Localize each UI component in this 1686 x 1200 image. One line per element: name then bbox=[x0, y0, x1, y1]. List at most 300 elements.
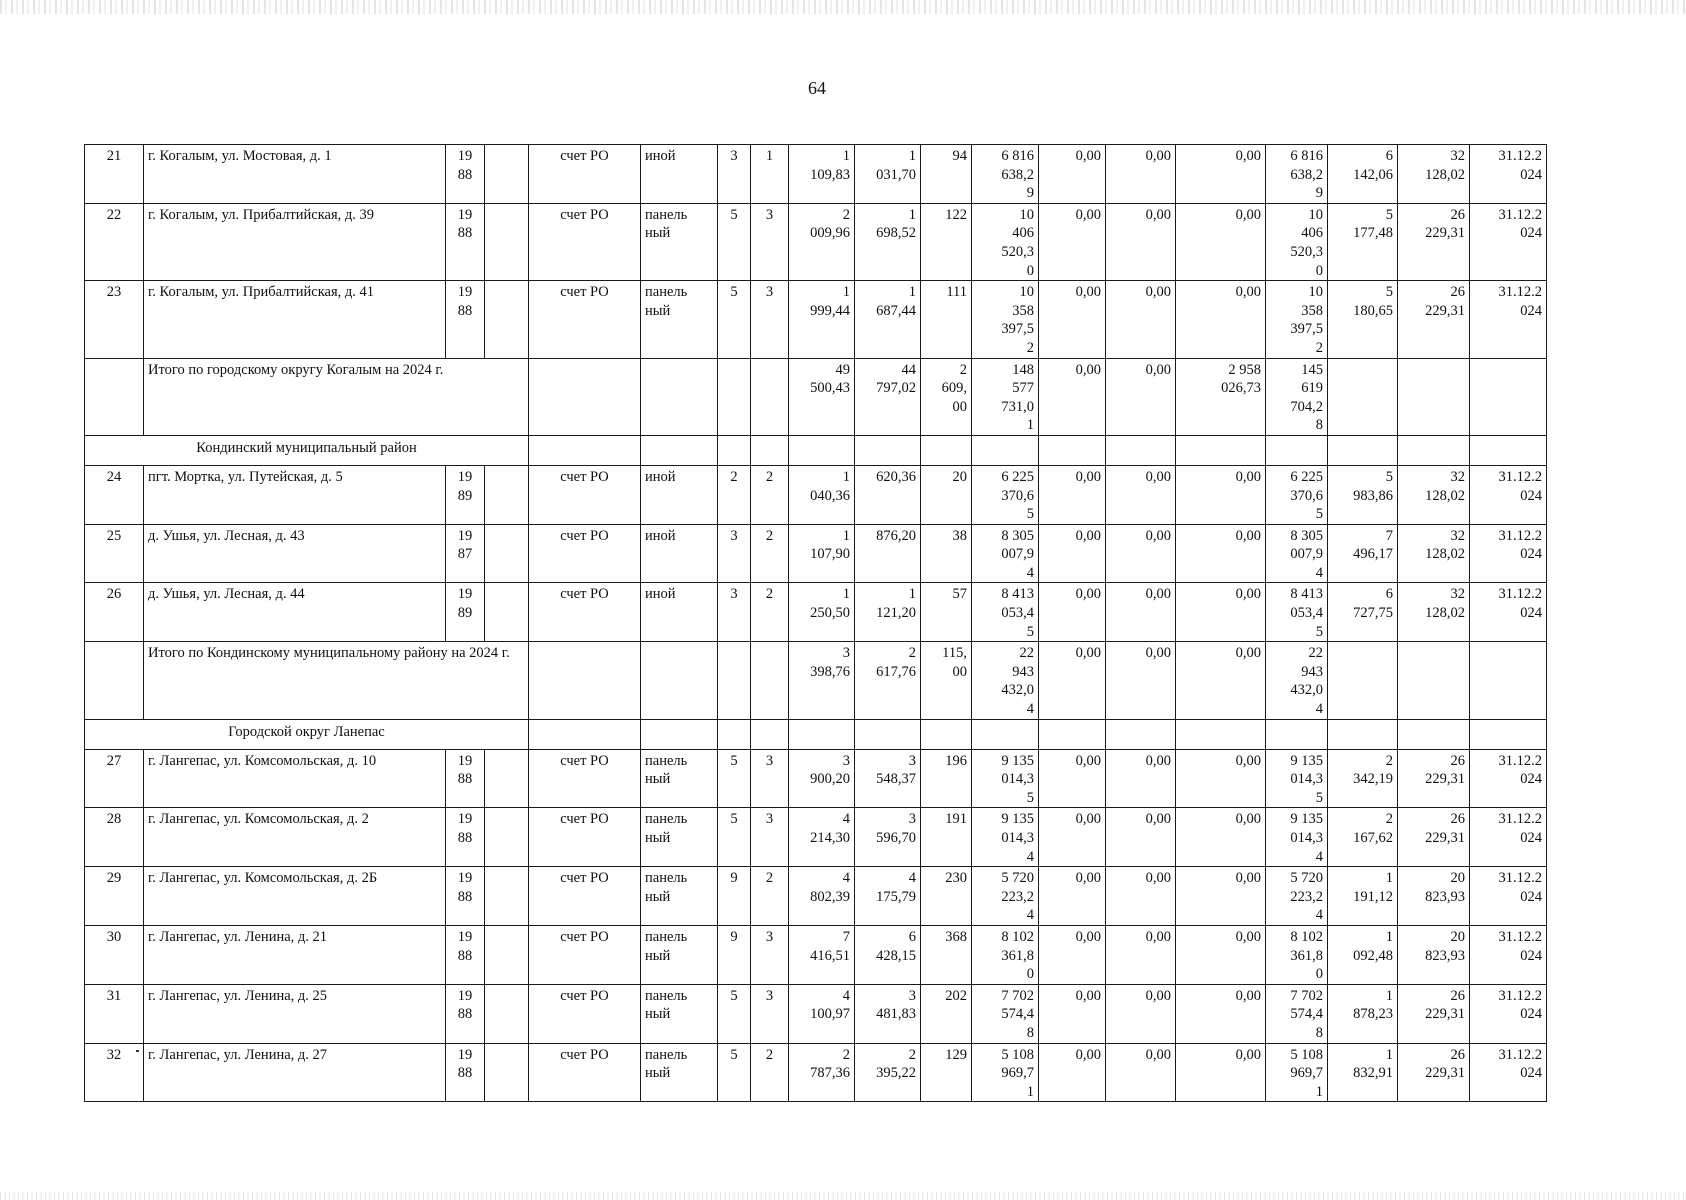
cost-owners-cell bbox=[1266, 281, 1328, 358]
cost-fund-cell bbox=[1039, 925, 1106, 984]
year-cell-line: 19 bbox=[457, 811, 473, 828]
cost-total-cell-line: 4 bbox=[1026, 848, 1034, 865]
cost-total-cell-line: 520,3 bbox=[1001, 243, 1034, 260]
address-cell-text: г. Лангепас, ул. Комсомольская, д. 10 bbox=[148, 752, 377, 769]
empty-cell bbox=[529, 642, 641, 719]
deadline-cell-line: 31.12.2 bbox=[1498, 148, 1542, 164]
residents-cell-text: 122 bbox=[945, 206, 967, 223]
year-cell-line: 88 bbox=[457, 1006, 473, 1023]
wall-material-cell bbox=[641, 524, 718, 583]
unit-cost-cell-line: 7 bbox=[1385, 527, 1393, 544]
cost-fund-cell-text: 0,00 bbox=[1075, 870, 1101, 887]
cost-owners-cell-line: 4 bbox=[1315, 701, 1323, 718]
cost-local-cell-text: 0,00 bbox=[1235, 284, 1261, 301]
empty-cell bbox=[485, 808, 529, 867]
cost-owners-cell-line: 638,2 bbox=[1290, 166, 1323, 183]
cost-okrug-cell-text: 0,00 bbox=[1145, 527, 1171, 544]
cost-total-cell bbox=[972, 1043, 1039, 1102]
limit-cost-cell-line: 229,31 bbox=[1425, 302, 1465, 319]
cost-fund-cell-text: 0,00 bbox=[1075, 284, 1101, 301]
cost-okrug-cell bbox=[1106, 583, 1176, 642]
area-living-cell-line: 596,70 bbox=[876, 830, 916, 846]
area-total-cell bbox=[789, 281, 855, 358]
area-living-cell-line: 031,70 bbox=[876, 166, 916, 183]
floors-cell bbox=[718, 1043, 751, 1102]
unit-cost-cell-line: 1 bbox=[1385, 870, 1393, 887]
year-cell bbox=[446, 145, 485, 204]
area-total-cell-line: 109,83 bbox=[810, 166, 850, 183]
cost-okrug-cell-text: 0,00 bbox=[1145, 811, 1171, 828]
cost-local-cell bbox=[1176, 749, 1266, 808]
row-number bbox=[85, 984, 144, 1043]
floors-cell bbox=[718, 925, 751, 984]
empty-cell bbox=[789, 435, 855, 465]
year-cell bbox=[446, 524, 485, 583]
entrances-cell bbox=[751, 867, 789, 926]
table-row bbox=[85, 145, 1547, 204]
cost-owners-cell-line: 520,3 bbox=[1290, 243, 1323, 260]
year-cell bbox=[446, 749, 485, 808]
cost-local-cell-text: 0,00 bbox=[1235, 811, 1261, 828]
deadline-cell bbox=[1470, 1043, 1547, 1102]
fund-cell bbox=[529, 465, 641, 524]
cost-owners-cell-line: 5 108 bbox=[1290, 1046, 1323, 1063]
deadline-cell-line: 024 bbox=[1520, 166, 1542, 183]
address-cell bbox=[144, 145, 446, 204]
cost-owners-cell-line: 6 225 bbox=[1290, 468, 1323, 485]
area-living-cell-line: 6 bbox=[908, 928, 916, 945]
cost-owners-cell-line: 432,0 bbox=[1290, 682, 1323, 699]
cost-total-cell bbox=[972, 583, 1039, 642]
floors-cell bbox=[718, 867, 751, 926]
cost-total-cell-line: 969,7 bbox=[1001, 1065, 1034, 1082]
year-cell-line: 88 bbox=[457, 166, 473, 183]
cost-owners-cell-line: 361,8 bbox=[1290, 947, 1323, 964]
deadline-cell-line: 31.12.2 bbox=[1498, 928, 1542, 945]
row-number bbox=[85, 749, 144, 808]
area-total-cell-line: 040,36 bbox=[810, 487, 850, 504]
empty-cell bbox=[641, 719, 718, 749]
floors-cell bbox=[718, 583, 751, 642]
wall-material-cell-text: панель ный bbox=[645, 987, 688, 1023]
entrances-cell-text: 3 bbox=[765, 811, 774, 828]
cost-local-cell-text: 0,00 bbox=[1235, 527, 1261, 544]
cost-fund-cell bbox=[1039, 281, 1106, 358]
address-cell-text: г. Когалым, ул. Мостовая, д. 1 bbox=[148, 148, 332, 164]
wall-material-cell bbox=[641, 583, 718, 642]
cost-okrug-cell-text: 0,00 bbox=[1145, 645, 1171, 662]
unit-cost-cell-line: 191,12 bbox=[1353, 888, 1393, 905]
fund-cell bbox=[529, 281, 641, 358]
cost-local-cell bbox=[1176, 984, 1266, 1043]
cost-owners-cell bbox=[1266, 642, 1328, 719]
floors-cell-text: 3 bbox=[730, 586, 738, 603]
entrances-cell bbox=[751, 145, 789, 204]
limit-cost-cell-line: 32 bbox=[1450, 586, 1465, 603]
limit-cost-cell bbox=[1398, 524, 1470, 583]
limit-cost-cell-line: 823,93 bbox=[1425, 888, 1465, 905]
floors-cell-text: 5 bbox=[730, 987, 738, 1004]
area-total-cell bbox=[789, 358, 855, 435]
area-living-cell-line: 3 bbox=[908, 987, 916, 1004]
fund-cell bbox=[529, 583, 641, 642]
section-title bbox=[85, 435, 529, 465]
address-cell-text: г. Лангепас, ул. Комсомольская, д. 2Б bbox=[148, 870, 378, 887]
cost-owners-cell-line: 22 bbox=[1308, 645, 1323, 662]
cost-total-cell bbox=[972, 524, 1039, 583]
deadline-cell-line: 024 bbox=[1520, 302, 1542, 319]
cost-owners-cell-line: 053,4 bbox=[1290, 605, 1323, 622]
area-living-cell-line: 175,79 bbox=[876, 888, 916, 905]
wall-material-cell bbox=[641, 145, 718, 204]
residents-cell bbox=[921, 808, 972, 867]
row-number bbox=[85, 145, 144, 204]
deadline-cell-line: 31.12.2 bbox=[1498, 987, 1542, 1004]
area-total-cell bbox=[789, 642, 855, 719]
total-row bbox=[85, 358, 1547, 435]
row-number bbox=[85, 281, 144, 358]
cost-total-cell-line: 9 135 bbox=[1001, 752, 1034, 769]
unit-cost-cell-line: 167,62 bbox=[1353, 830, 1393, 846]
area-living-cell-line: 1 bbox=[908, 586, 916, 603]
area-living-cell bbox=[855, 984, 921, 1043]
cost-total-cell-line: 9 135 bbox=[1001, 811, 1034, 828]
row-number-text: 28 bbox=[106, 811, 122, 828]
row-number-text: 26 bbox=[106, 586, 122, 603]
area-total-cell bbox=[789, 749, 855, 808]
area-total-cell bbox=[789, 583, 855, 642]
cost-total-cell-line: 943 bbox=[1012, 663, 1034, 680]
cost-total-cell bbox=[972, 465, 1039, 524]
limit-cost-cell-line: 26 bbox=[1450, 1046, 1465, 1063]
address-cell-text: г. Лангепас, ул. Ленина, д. 21 bbox=[148, 928, 328, 945]
year-cell-line: 19 bbox=[457, 752, 473, 769]
table-body bbox=[85, 145, 1547, 1102]
area-living-cell-line: 3 bbox=[908, 752, 916, 769]
cost-owners-cell-line: 5 720 bbox=[1290, 870, 1323, 887]
fund-cell-text: счет РО bbox=[560, 1046, 609, 1063]
empty-cell bbox=[1039, 435, 1106, 465]
year-cell bbox=[446, 1043, 485, 1102]
row-number-text: 32 bbox=[106, 1046, 122, 1063]
row-number-text: 25 bbox=[106, 527, 122, 544]
area-total-cell-line: 999,44 bbox=[810, 302, 850, 319]
year-cell-line: 88 bbox=[457, 1065, 473, 1082]
residents-cell-text: 20 bbox=[952, 468, 967, 485]
limit-cost-cell bbox=[1398, 925, 1470, 984]
floors-cell-text: 5 bbox=[730, 752, 738, 769]
cost-total-cell-line: 574,4 bbox=[1001, 1006, 1034, 1023]
area-living-cell-line: 617,76 bbox=[876, 663, 916, 680]
table-row bbox=[85, 281, 1547, 358]
cost-local-cell-text: 0,00 bbox=[1235, 1046, 1261, 1063]
wall-material-cell-text: панель ный bbox=[645, 928, 688, 964]
cost-owners-cell-line: 5 bbox=[1315, 506, 1323, 523]
cost-local-cell-text: 0,00 bbox=[1235, 752, 1261, 769]
cost-okrug-cell bbox=[1106, 925, 1176, 984]
wall-material-cell-text: иной bbox=[645, 586, 676, 603]
floors-cell bbox=[718, 145, 751, 204]
area-living-cell bbox=[855, 281, 921, 358]
residents-cell-text: 129 bbox=[945, 1046, 967, 1063]
limit-cost-cell-line: 128,02 bbox=[1425, 605, 1465, 622]
deadline-cell-line: 024 bbox=[1520, 1006, 1542, 1023]
cost-total-cell bbox=[972, 808, 1039, 867]
residents-cell bbox=[921, 203, 972, 280]
cost-owners-cell-line: 4 bbox=[1315, 907, 1323, 924]
wall-material-cell-text: панель ный bbox=[645, 284, 688, 319]
year-cell-line: 19 bbox=[457, 987, 473, 1004]
table-row bbox=[85, 808, 1547, 867]
row-number-text: 23 bbox=[106, 284, 122, 301]
cost-total-cell-line: 4 bbox=[1026, 564, 1034, 581]
cost-owners-cell bbox=[1266, 583, 1328, 642]
floors-cell bbox=[718, 465, 751, 524]
section-row bbox=[85, 435, 1547, 465]
cost-total-cell bbox=[972, 281, 1039, 358]
wall-material-cell-text: панель ный bbox=[645, 870, 688, 905]
address-cell-text: г. Когалым, ул. Прибалтийская, д. 39 bbox=[148, 206, 375, 223]
area-living-cell-line: 428,15 bbox=[876, 947, 916, 964]
deadline-cell-line: 024 bbox=[1520, 546, 1542, 563]
cost-okrug-cell-text: 0,00 bbox=[1145, 1046, 1171, 1063]
area-total-cell-line: 3 bbox=[842, 752, 850, 769]
area-living-cell-line: 620,36 bbox=[876, 468, 916, 485]
deadline-cell bbox=[1470, 984, 1547, 1043]
area-total-cell-line: 1 bbox=[842, 148, 850, 164]
entrances-cell-text: 2 bbox=[765, 468, 774, 485]
empty-cell bbox=[972, 435, 1039, 465]
empty-cell bbox=[529, 358, 641, 435]
table-row bbox=[85, 524, 1547, 583]
area-total-cell-line: 49 bbox=[835, 361, 850, 378]
address-cell-text: г. Лангепас, ул. Комсомольская, д. 2 bbox=[148, 811, 369, 828]
cost-owners-cell-line: 370,6 bbox=[1290, 487, 1323, 504]
empty-cell bbox=[641, 435, 718, 465]
row-number-text: 24 bbox=[106, 468, 122, 485]
cost-okrug-cell bbox=[1106, 281, 1176, 358]
cost-local-cell-line: 2 958 bbox=[1228, 361, 1261, 378]
cost-owners-cell-line: 943 bbox=[1301, 663, 1323, 680]
year-cell-line: 19 bbox=[457, 527, 473, 544]
empty-cell bbox=[1106, 435, 1176, 465]
area-living-cell bbox=[855, 642, 921, 719]
unit-cost-cell-line: 5 bbox=[1385, 206, 1393, 223]
residents-cell-text: 230 bbox=[945, 870, 967, 887]
wall-material-cell bbox=[641, 808, 718, 867]
area-living-cell bbox=[855, 203, 921, 280]
cost-total-cell-line: 8 bbox=[1026, 1024, 1034, 1041]
empty-cell bbox=[751, 719, 789, 749]
empty-cell bbox=[718, 642, 751, 719]
cost-owners-cell bbox=[1266, 925, 1328, 984]
page-number: 64 bbox=[808, 78, 826, 98]
empty-cell bbox=[1470, 719, 1547, 749]
wall-material-cell-text: панель ный bbox=[645, 752, 688, 788]
year-cell bbox=[446, 925, 485, 984]
wall-material-cell-text: панель ный bbox=[645, 1046, 688, 1082]
cost-total-cell-line: 4 bbox=[1026, 907, 1034, 924]
cost-owners-cell-line: 704,2 bbox=[1290, 398, 1323, 415]
row-number bbox=[85, 465, 144, 524]
empty-cell bbox=[485, 1043, 529, 1102]
unit-cost-cell-line: 342,19 bbox=[1353, 771, 1393, 788]
floors-cell-text: 2 bbox=[730, 468, 738, 485]
area-living-cell-line: 1 bbox=[908, 284, 916, 301]
empty-cell bbox=[1398, 642, 1470, 719]
cost-total-cell-line: 014,3 bbox=[1001, 771, 1034, 788]
cost-owners-cell-line: 0 bbox=[1315, 966, 1323, 983]
empty-cell bbox=[529, 719, 641, 749]
residents-cell bbox=[921, 925, 972, 984]
empty-cell bbox=[855, 435, 921, 465]
limit-cost-cell-line: 26 bbox=[1450, 811, 1465, 828]
cost-total-cell bbox=[972, 749, 1039, 808]
fund-cell-text: счет РО bbox=[560, 752, 609, 769]
total-label-text: Итого по Кондинскому муниципальному району на 2024 г. bbox=[148, 645, 510, 662]
residents-cell bbox=[921, 749, 972, 808]
area-total-cell bbox=[789, 465, 855, 524]
limit-cost-cell-line: 823,93 bbox=[1425, 947, 1465, 964]
cost-owners-cell-line: 014,3 bbox=[1290, 771, 1323, 788]
table-row bbox=[85, 984, 1547, 1043]
area-total-cell bbox=[789, 145, 855, 204]
residents-cell bbox=[921, 524, 972, 583]
address-cell-text: д. Ушья, ул. Лесная, д. 43 bbox=[148, 527, 305, 544]
limit-cost-cell bbox=[1398, 867, 1470, 926]
empty-cell bbox=[641, 358, 718, 435]
address-cell-text: г. Когалым, ул. Прибалтийская, д. 41 bbox=[148, 284, 375, 301]
deadline-cell-line: 31.12.2 bbox=[1498, 527, 1542, 544]
residents-cell-text: 202 bbox=[945, 987, 967, 1004]
fund-cell-text: счет РО bbox=[560, 928, 609, 945]
fund-cell-text: счет РО bbox=[560, 284, 609, 301]
fund-cell bbox=[529, 984, 641, 1043]
cost-local-cell bbox=[1176, 145, 1266, 204]
empty-cell bbox=[85, 642, 144, 719]
cost-fund-cell-text: 0,00 bbox=[1075, 206, 1101, 223]
table-row bbox=[85, 925, 1547, 984]
cost-okrug-cell-text: 0,00 bbox=[1145, 928, 1171, 945]
entrances-cell-text: 2 bbox=[765, 586, 774, 603]
address-cell bbox=[144, 925, 446, 984]
empty-cell bbox=[485, 867, 529, 926]
area-living-cell-line: 4 bbox=[908, 870, 916, 887]
cost-local-cell-text: 0,00 bbox=[1235, 586, 1261, 603]
area-total-cell-line: 214,30 bbox=[810, 830, 850, 846]
cost-fund-cell bbox=[1039, 1043, 1106, 1102]
cost-fund-cell-text: 0,00 bbox=[1075, 527, 1101, 544]
row-number bbox=[85, 203, 144, 280]
cost-local-cell bbox=[1176, 867, 1266, 926]
fund-cell bbox=[529, 203, 641, 280]
entrances-cell-text: 2 bbox=[765, 1046, 774, 1063]
cost-total-cell-line: 22 bbox=[1019, 645, 1034, 662]
cost-owners-cell-line: 358 bbox=[1301, 302, 1323, 319]
area-total-cell-line: 802,39 bbox=[810, 888, 850, 905]
cost-fund-cell bbox=[1039, 358, 1106, 435]
residents-cell bbox=[921, 583, 972, 642]
empty-cell bbox=[1398, 719, 1470, 749]
address-cell bbox=[144, 984, 446, 1043]
cost-total-cell-line: 577 bbox=[1012, 380, 1034, 397]
empty-cell bbox=[1039, 719, 1106, 749]
empty-cell bbox=[855, 719, 921, 749]
empty-cell bbox=[485, 925, 529, 984]
wall-material-cell bbox=[641, 1043, 718, 1102]
deadline-cell-line: 31.12.2 bbox=[1498, 811, 1542, 828]
cost-total-cell-line: 397,5 bbox=[1001, 321, 1034, 338]
cost-fund-cell bbox=[1039, 642, 1106, 719]
empty-cell bbox=[485, 281, 529, 358]
cost-okrug-cell bbox=[1106, 642, 1176, 719]
floors-cell-text: 5 bbox=[730, 811, 738, 828]
area-living-cell-line: 395,22 bbox=[876, 1065, 916, 1082]
area-living-cell-line: 2 bbox=[908, 1046, 916, 1063]
deadline-cell-line: 31.12.2 bbox=[1498, 586, 1542, 603]
limit-cost-cell bbox=[1398, 808, 1470, 867]
cost-local-cell-text: 0,00 bbox=[1235, 148, 1261, 164]
floors-cell bbox=[718, 281, 751, 358]
unit-cost-cell-line: 1 bbox=[1385, 928, 1393, 945]
area-total-cell-line: 4 bbox=[842, 811, 850, 828]
entrances-cell-text: 3 bbox=[765, 987, 774, 1004]
deadline-cell bbox=[1470, 145, 1547, 204]
unit-cost-cell bbox=[1328, 984, 1398, 1043]
cost-total-cell-line: 5 720 bbox=[1001, 870, 1034, 887]
cost-owners-cell-line: 574,4 bbox=[1290, 1006, 1323, 1023]
area-total-cell-line: 3 bbox=[842, 645, 850, 662]
cost-local-cell-text: 0,00 bbox=[1235, 206, 1261, 223]
fund-cell bbox=[529, 925, 641, 984]
unit-cost-cell bbox=[1328, 867, 1398, 926]
residents-cell bbox=[921, 1043, 972, 1102]
empty-cell bbox=[789, 719, 855, 749]
cost-okrug-cell-text: 0,00 bbox=[1145, 206, 1171, 223]
area-total-cell-line: 787,36 bbox=[810, 1065, 850, 1082]
empty-cell bbox=[485, 749, 529, 808]
cost-local-cell bbox=[1176, 1043, 1266, 1102]
cost-total-cell-line: 148 bbox=[1012, 361, 1034, 378]
entrances-cell bbox=[751, 749, 789, 808]
address-cell bbox=[144, 524, 446, 583]
empty-cell bbox=[485, 583, 529, 642]
cost-fund-cell bbox=[1039, 145, 1106, 204]
cost-owners-cell bbox=[1266, 203, 1328, 280]
area-total-cell bbox=[789, 925, 855, 984]
area-total-cell bbox=[789, 1043, 855, 1102]
cost-local-cell bbox=[1176, 808, 1266, 867]
floors-cell bbox=[718, 984, 751, 1043]
limit-cost-cell bbox=[1398, 281, 1470, 358]
empty-cell bbox=[485, 203, 529, 280]
year-cell bbox=[446, 281, 485, 358]
cost-owners-cell bbox=[1266, 1043, 1328, 1102]
year-cell-line: 87 bbox=[457, 546, 473, 563]
cost-total-cell-line: 007,9 bbox=[1001, 546, 1034, 563]
unit-cost-cell-line: 2 bbox=[1385, 811, 1393, 828]
area-total-cell-line: 500,43 bbox=[810, 380, 850, 397]
empty-cell bbox=[1328, 358, 1398, 435]
year-cell-line: 19 bbox=[457, 928, 473, 945]
area-living-cell-line: 1 bbox=[908, 148, 916, 164]
address-cell-text: пгт. Мортка, ул. Путейская, д. 5 bbox=[148, 468, 343, 485]
cost-local-cell-line: 026,73 bbox=[1221, 380, 1261, 397]
cost-local-cell bbox=[1176, 642, 1266, 719]
wall-material-cell-text: иной bbox=[645, 527, 676, 544]
cost-owners-cell-line: 1 bbox=[1315, 1083, 1323, 1100]
cost-owners-cell bbox=[1266, 808, 1328, 867]
